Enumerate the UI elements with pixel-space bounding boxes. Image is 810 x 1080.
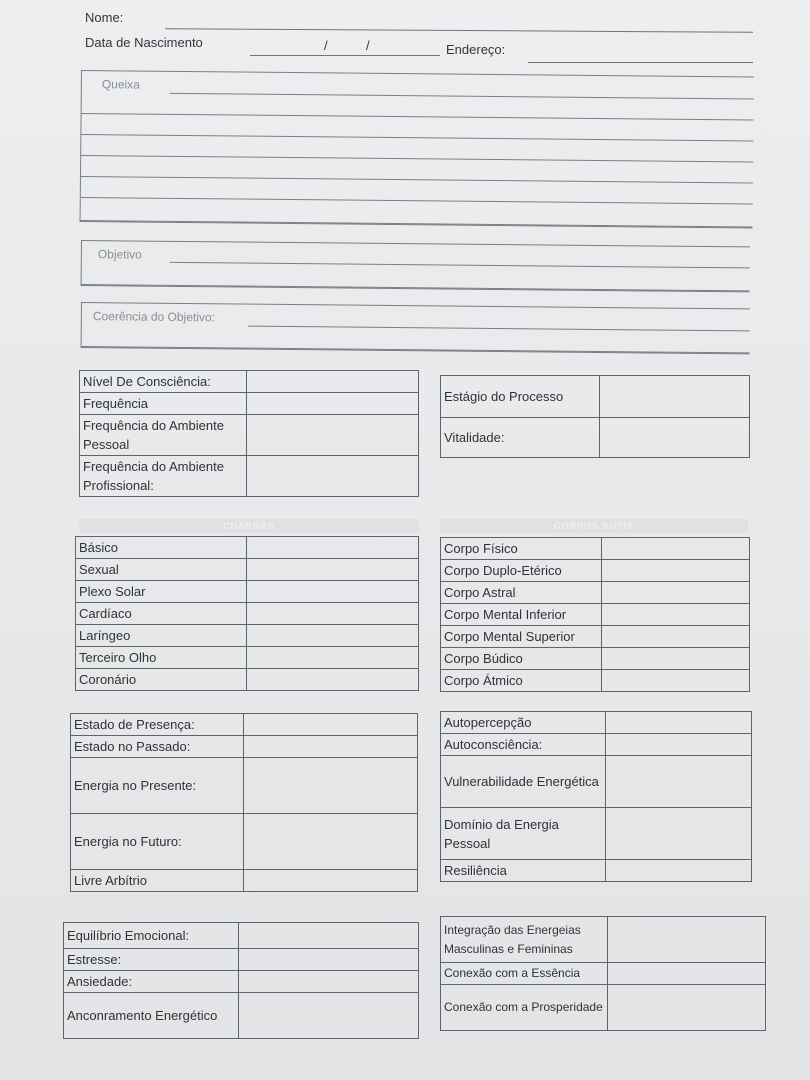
table-cell-label: Sexual	[76, 559, 247, 581]
nome-line[interactable]	[165, 28, 753, 33]
table-cell-value[interactable]	[247, 415, 419, 456]
table-cell-value[interactable]	[247, 625, 419, 647]
table-cell-value[interactable]	[606, 734, 752, 756]
table-cell-value[interactable]	[608, 985, 766, 1031]
table-cell-label: Corpo Duplo-Etérico	[441, 560, 602, 582]
endereco-label: Endereço:	[446, 42, 506, 57]
table-cell-value[interactable]	[608, 917, 766, 963]
table-cell-value[interactable]	[602, 648, 750, 670]
table-cell-label: Estresse:	[64, 949, 239, 971]
table-cell-value[interactable]	[247, 669, 419, 691]
nascimento-line[interactable]	[250, 55, 440, 56]
table-cell-value[interactable]	[606, 712, 752, 734]
table-cell-value[interactable]	[600, 418, 750, 458]
table-cell-label: Terceiro Olho	[76, 647, 247, 669]
table-cell-label: Energia no Presente:	[71, 758, 244, 814]
table-cell-value[interactable]	[247, 581, 419, 603]
table-cell-value[interactable]	[606, 860, 752, 882]
table-cell-value[interactable]	[606, 808, 752, 860]
table-cell-label: Estágio do Processo	[441, 376, 600, 418]
table-cell-value[interactable]	[244, 736, 418, 758]
table-cell-label: Vulnerabilidade Energética	[441, 756, 606, 808]
objetivo-box[interactable]	[81, 240, 750, 292]
table-cell-value[interactable]	[606, 756, 752, 808]
table-cell-label: Corpo Astral	[441, 582, 602, 604]
table-cell-label: Ansiedade:	[64, 971, 239, 993]
table-cell-label: Frequência do Ambiente Pessoal	[80, 415, 247, 456]
table-cell-value[interactable]	[239, 949, 419, 971]
integracao-table	[440, 916, 766, 1031]
table-cell-value[interactable]	[602, 604, 750, 626]
table-cell-label: Equilíbrio Emocional:	[64, 923, 239, 949]
table-cell-label: Frequência do Ambiente Profissional:	[80, 456, 247, 497]
table-cell-value[interactable]	[244, 870, 418, 892]
table-cell-value[interactable]	[239, 993, 419, 1039]
table-cell-label: Frequência	[80, 393, 247, 415]
table-cell-value[interactable]	[247, 647, 419, 669]
table-cell-value[interactable]	[247, 393, 419, 415]
corpos-header: CORPOS SUTIS	[440, 519, 748, 533]
table-cell-value[interactable]	[247, 559, 419, 581]
endereco-line[interactable]	[528, 62, 753, 63]
table-cell-value[interactable]	[247, 371, 419, 393]
table-cell-value[interactable]	[602, 626, 750, 648]
table-cell-value[interactable]	[247, 456, 419, 497]
table-cell-value[interactable]	[247, 537, 419, 559]
table-cell-label: Energia no Futuro:	[71, 814, 244, 870]
table-cell-label: Corpo Átmico	[441, 670, 602, 692]
table-cell-label: Corpo Físico	[441, 538, 602, 560]
table-cell-label: Autoconsciência:	[441, 734, 606, 756]
table-cell-label: Livre Arbítrio	[71, 870, 244, 892]
coerencia-box[interactable]	[81, 302, 750, 354]
table-cell-value[interactable]	[602, 538, 750, 560]
table-cell-value[interactable]	[600, 376, 750, 418]
table-cell-value[interactable]	[239, 971, 419, 993]
table-cell-label: Conexão com a Essência	[441, 963, 608, 985]
consciencia-table	[79, 370, 419, 497]
table-cell-value[interactable]	[244, 758, 418, 814]
table-cell-label: Estado de Presença:	[71, 714, 244, 736]
table-cell-label: Conexão com a Prosperidade	[441, 985, 608, 1031]
table-cell-value[interactable]	[244, 814, 418, 870]
table-cell-label: Estado no Passado:	[71, 736, 244, 758]
table-cell-value[interactable]	[608, 963, 766, 985]
table-cell-label: Cardíaco	[76, 603, 247, 625]
table-cell-label: Domínio da Energia Pessoal	[441, 808, 606, 860]
table-cell-label: Plexo Solar	[76, 581, 247, 603]
nascimento-label: Data de Nascimento	[85, 35, 203, 50]
table-cell-value[interactable]	[244, 714, 418, 736]
table-cell-label: Autopercepção	[441, 712, 606, 734]
table-cell-value[interactable]	[602, 670, 750, 692]
table-cell-value[interactable]	[602, 582, 750, 604]
coerencia-label: Coerência do Objetivo:	[92, 309, 216, 325]
table-cell-value[interactable]	[239, 923, 419, 949]
table-cell-label: Laríngeo	[76, 625, 247, 647]
table-cell-value[interactable]	[247, 603, 419, 625]
table-cell-value[interactable]	[602, 560, 750, 582]
table-cell-label: Resiliência	[441, 860, 606, 882]
table-cell-label: Corpo Búdico	[441, 648, 602, 670]
table-cell-label: Nível De Consciência:	[80, 371, 247, 393]
estagio-table	[440, 375, 750, 458]
presenca-table	[70, 713, 418, 892]
emocional-table	[63, 922, 419, 1039]
objetivo-label: Objetivo	[97, 247, 142, 262]
table-cell-label: Corpo Mental Superior	[441, 626, 602, 648]
corpos-table	[440, 537, 750, 692]
auto-table	[440, 711, 752, 882]
table-cell-label: Básico	[76, 537, 247, 559]
table-cell-label: Coronário	[76, 669, 247, 691]
table-cell-label: Integração das Energeias Masculinas e Femininas	[441, 917, 608, 963]
queixa-box[interactable]	[80, 70, 754, 228]
chakras-header: CHAKRAS	[79, 519, 419, 533]
table-cell-label: Vitalidade:	[441, 418, 600, 458]
queixa-label: Queixa	[101, 77, 140, 92]
date-separator: /	[366, 38, 370, 53]
date-separator: /	[324, 38, 328, 53]
table-cell-label: Corpo Mental Inferior	[441, 604, 602, 626]
chakras-table	[75, 536, 419, 691]
nome-label: Nome:	[85, 10, 124, 25]
table-cell-label: Anconramento Energético	[64, 993, 239, 1039]
